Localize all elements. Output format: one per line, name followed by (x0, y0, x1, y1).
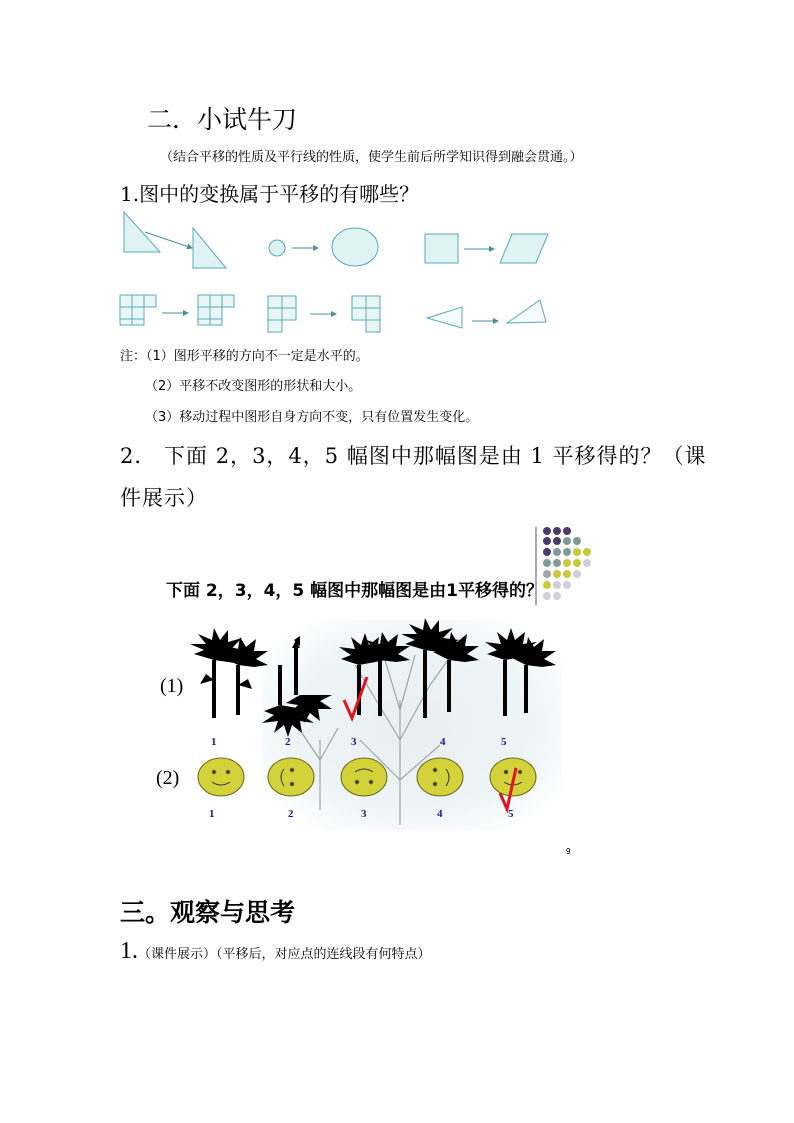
smiley-4 (417, 758, 463, 796)
row-2-label: (2) (156, 767, 180, 789)
note-3: （3）移动过程中图形自身方向不变，只有位置发生变化。 (145, 410, 479, 425)
note-2: （2）平移不改变图形的形状和大小。 (145, 379, 362, 394)
row-2-number-2: 2 (288, 808, 294, 820)
section-2-title: 二．小试牛刀 (147, 105, 298, 134)
row-2-number-3: 3 (361, 808, 367, 820)
question-2-line-2: 件展示） (120, 486, 208, 510)
row-1-number-2: 2 (285, 736, 291, 748)
row-1-label: (1) (160, 675, 184, 697)
question-1: 1.图中的变换属于平移的有哪些？ (120, 182, 420, 206)
section-3-item-text: （课件展示）（平移后，对应点的连线段有何特点） (138, 947, 431, 962)
row-1-number-3: 3 (351, 736, 357, 748)
smiley-1 (198, 758, 244, 796)
row-2-number-5: 5 (508, 808, 514, 820)
note-1: 注：（1）图形平移的方向不一定是水平的。 (120, 349, 369, 364)
section-3-item (120, 938, 431, 965)
row-2-number-1: 1 (209, 808, 215, 820)
smiley-3 (341, 758, 387, 796)
section-3-item-number: 1. (120, 938, 138, 964)
question-2-line-1: 2． 下面 2，3，4，5 幅图中那幅图是由 1 平移得的？（课 (120, 444, 707, 468)
row-1-number-4: 4 (440, 736, 446, 748)
slide-page-number: 9 (566, 847, 571, 856)
row-1-number-1: 1 (211, 736, 217, 748)
slide-title: 下面 2，3，4，5 幅图中那幅图是由1平移得的？ (166, 581, 543, 601)
palm-tree-1 (190, 628, 268, 718)
section-3-title: 三。观察与思考 (120, 898, 296, 927)
dot-grid-icon (543, 527, 591, 600)
row-1-number-5: 5 (501, 736, 507, 748)
section-2-subtitle: （结合平移的性质及平行线的性质，使学生前后所学知识得到融会贯通。） (160, 150, 583, 165)
smiley-2 (268, 758, 314, 796)
row-2-number-4: 4 (437, 808, 443, 820)
